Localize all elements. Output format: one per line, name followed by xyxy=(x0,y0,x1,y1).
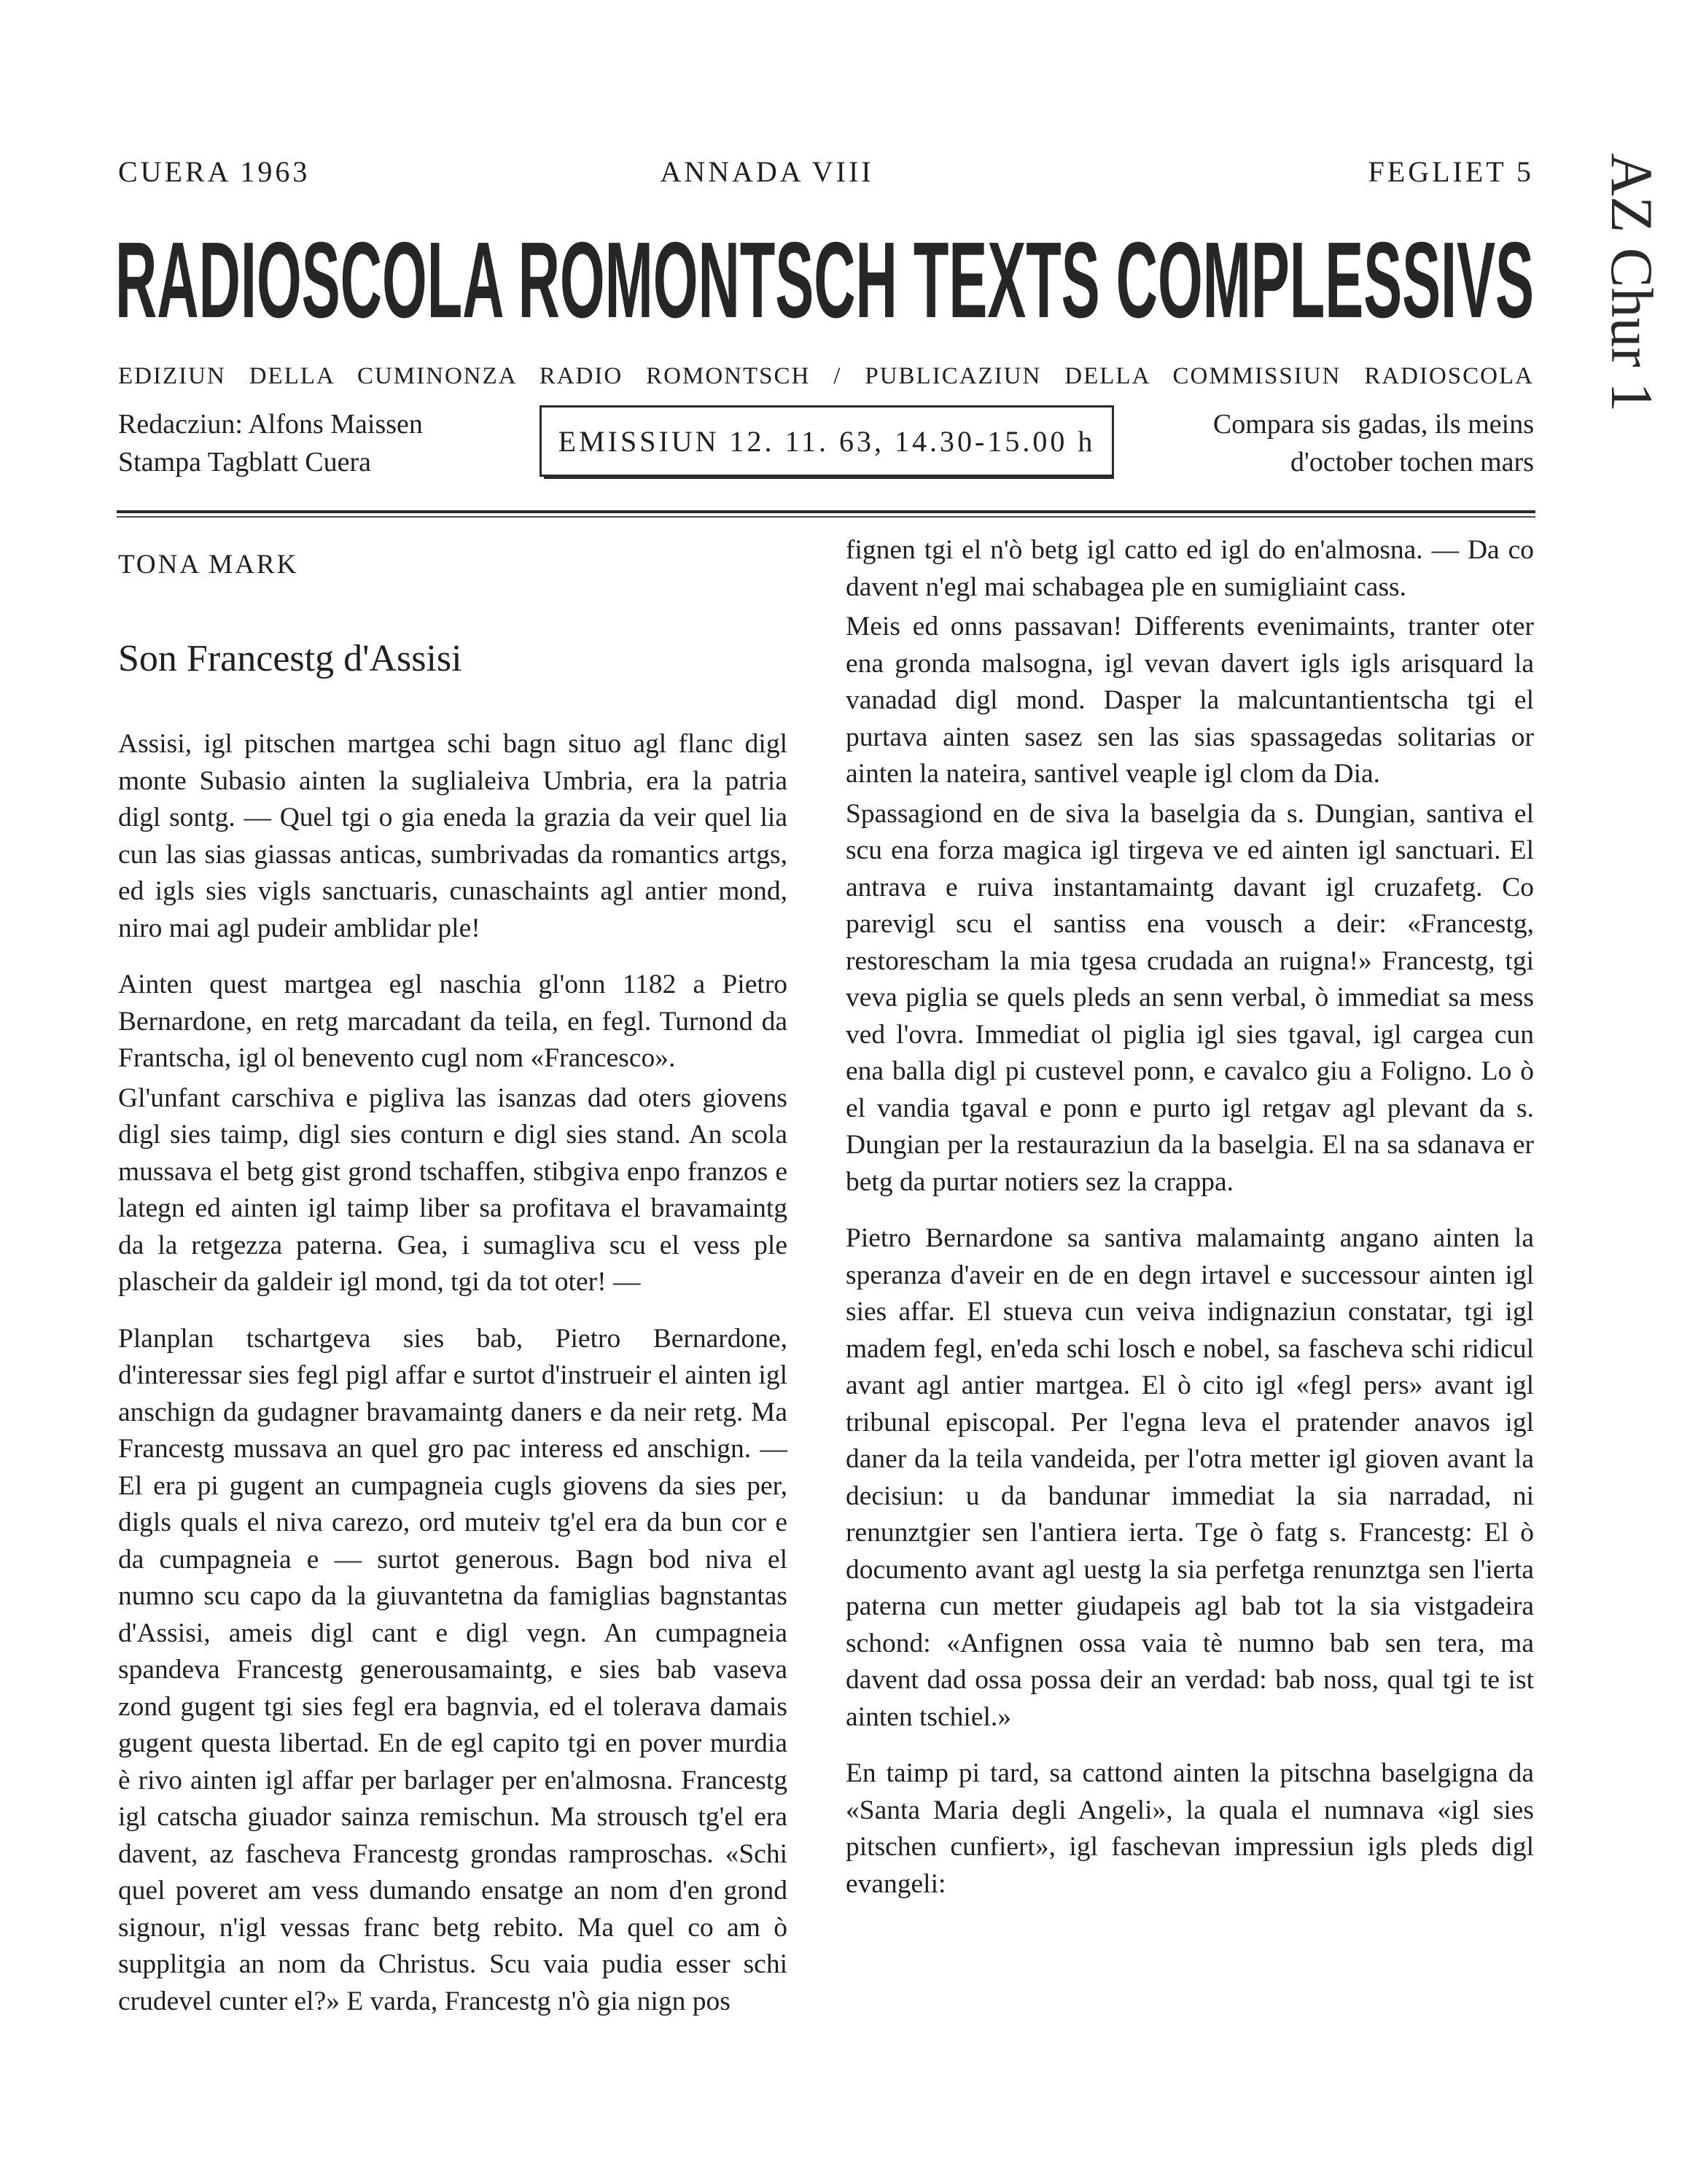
paragraph: Assisi, igl pitschen martgea schi bagn situo agl flanc digl monte Subasio ainten la suglialeiva Umbria, era la patria digl sontg. — Quel tgi o gia eneda la grazia da veir quel lia cun las sias giassas anticas, sumbrivadas da romantics artgs, ed igls sies vigls sanctuaris, cunaschaints agl antier mond, niro mai agl pudeir amblidar ple! xyxy=(118,729,787,943)
article-title: Son Francestg d'Assisi xyxy=(118,638,462,679)
broadcast-time: EMISSIUN 12. 11. 63, 14.30-15.00 h xyxy=(558,424,1096,458)
printer-credit: Stampa Tagblatt Cuera xyxy=(118,447,371,477)
broadcast-box xyxy=(540,405,1114,477)
paragraph: Planplan tschartgeva sies bab, Pietro Bernardone, d'interessar sies fegl pigl affar e surtot d'instrueir el ainten igl anschign da gudagner bravamaintg daners e da neir retg. Ma Francestg mussava an quel gro pac interess ed anschign. — El era pi gugent an cumpagneia cugls giovens da sies per, digls quals el niva carezo, ord muteiv tg'el era da bun cor e da cumpagneia e — surtot generous. Bagn bod niva el numno scu capo da la giuvantetna da famiglias bagnstantas d'Assisi, ameis digl cant e digl vegn. An cumpagneia spandeva Francestg generousamaintg, e sies bab vaseva zond gugent tgi sies fegl era bagnvia, ed el tolerava damais gugent questa libertad. En de egl capito tgi en pover murdia è rivo ainten igl affar per barlager per en'almosna. Francestg igl catscha giuador sainza remischun. Ma strousch tg'el era davent, az fascheva Francestg grondas ramproschas. «Schi quel poveret am vess dumando ensatge an nom d'en grond signour, n'igl vessas franc betg rebito. Ma quel co am ò supplitgia an nom da Christus. Scu vaia pudia esser schi crudevel cunter el?» E varda, Francestg n'ò gia nign pos xyxy=(118,1323,787,2016)
schedule-note-line2: d'october tochen mars xyxy=(1290,447,1534,477)
editor-credit: Redacziun: Alfons Maissen xyxy=(118,409,423,440)
volume-number: ANNADA VIII xyxy=(660,155,874,188)
article-column-left xyxy=(118,532,787,2040)
publication-place-year: CUERA 1963 xyxy=(118,155,311,188)
paragraph: En taimp pi tard, sa cattond ainten la pitschna baselgigna da «Santa Maria degli Angeli», la quala el numnava «igl sies pitschen cunfiert», igl faschevan impressiun igls pleds digl evangeli: xyxy=(846,1758,1534,1899)
postal-stamp: AZ Chur 1 xyxy=(1599,153,1665,413)
paragraph: Meis ed onns passavan! Differents evenimaints, tranter oter ena gronda malsogna, igl vevan davert igls igls arisquard la vanadad digl mond. Dasper la malcuntantientscha tgi el purtava ainten sasez sen las sias spassagedas solitarias or ainten la nateira, santivel veaple igl clom da Dia. xyxy=(846,612,1534,789)
broadcast-box-shadow xyxy=(544,477,1114,479)
masthead-rule-thin xyxy=(117,516,1535,518)
paragraph: Ainten quest martgea egl naschia gl'onn 1182 a Pietro Bernardone, en retg marcadant da teila, en fegl. Turnond da Frantscha, igl ol benevento cugl nom «Francesco». xyxy=(118,970,787,1073)
schedule-note-line1: Compara sis gadas, ils meins xyxy=(1212,409,1534,440)
paragraph: Pietro Bernardone sa santiva malamaintg angano ainten la speranza d'aveir en de en degn irtavel e successour ainten igl sies affar. El stueva cun veiva indignaziun constatar, tgi igl madem fegl, en'eda schi losch e nobel, sa fascheva schi ridicul avant agl antier martgea. El ò cito igl «fegl pers» avant igl tribunal episcopal. Per l'egna leva el pratender anavos igl daner da la teila vandeida, per l'otra metter igl gioven avant la decisiun: u da bandunar immediat la sia narradad, ni renunztgier sen l'antiera ierta. Tge ò fatg s. Francestg: El ò documento avant agl uestg la sia perfetga renunztga sen l'ierta paterna cun metter giudapeis agl bab tot la sia vistgadeira schond: «Anfignen ossa vaia tè numno bab sen tera, ma davent dad ossa possa deir an verdad: bab noss, qual tgi te ist ainten tschiel.» xyxy=(846,1223,1534,1732)
paragraph: Spassagiond en de siva la baselgia da s. Dungian, santiva el scu ena forza magica igl tirgeva ve ed ainten igl sanctuari. El antrava e ruiva instantamaintg davant igl cruzafetg. Co parevigl scu el santiss ena vousch a deir: «Francestg, restorescham la mia tgesa crudada an ruigna!» Francestg, tgi veva piglia se quels pleds an senn verbal, ò immediat sa mess ved l'ovra. Immediat ol piglia igl sies tgaval, igl cargea cun ena balla digl pi custevel ponn, e cavalco giu a Foligno. Lo ò el vandia tgaval e ponn e purto igl retgav agl plevant da s. Dungian per la restauraziun da la baselgia. El na sa sdanava er betg da purtar notiers sez la crappa. xyxy=(846,798,1534,1197)
masthead-rule xyxy=(117,510,1535,513)
paragraph: Gl'unfant carschiva e pigliva las isanzas dad oters giovens digl sies taimp, digl sies conturn e digl sies stand. An scola mussava el betg gist grond tschaffen, stibgiva enpo franzos e lategn ed ainten igl taimp liber sa profitava el bravamaintg da la retgezza paterna. Gea, i sumagliva scu el vess ple plascheir da galdeir igl mond, tgi da tot oter! — xyxy=(118,1083,787,1297)
article-column-right xyxy=(846,532,1534,1922)
edition-line: EDIZIUN DELLA CUMINONZA RADIO ROMONTSCH / PUBLICAZIUN DELLA COMMISSIUN RADIOSCOLA xyxy=(118,363,1534,389)
sheet-number: FEGLIET 5 xyxy=(1368,155,1534,188)
article-author: TONA MARK xyxy=(118,550,299,580)
masthead-title: RADIOSCOLA ROMONTSCH TEXTS COMPLESSIVS xyxy=(115,220,1534,340)
paragraph: fignen tgi el n'ò betg igl catto ed igl do en'almosna. — Da co davent n'egl mai schabagea ple en sumigliaint cass. xyxy=(846,535,1534,602)
